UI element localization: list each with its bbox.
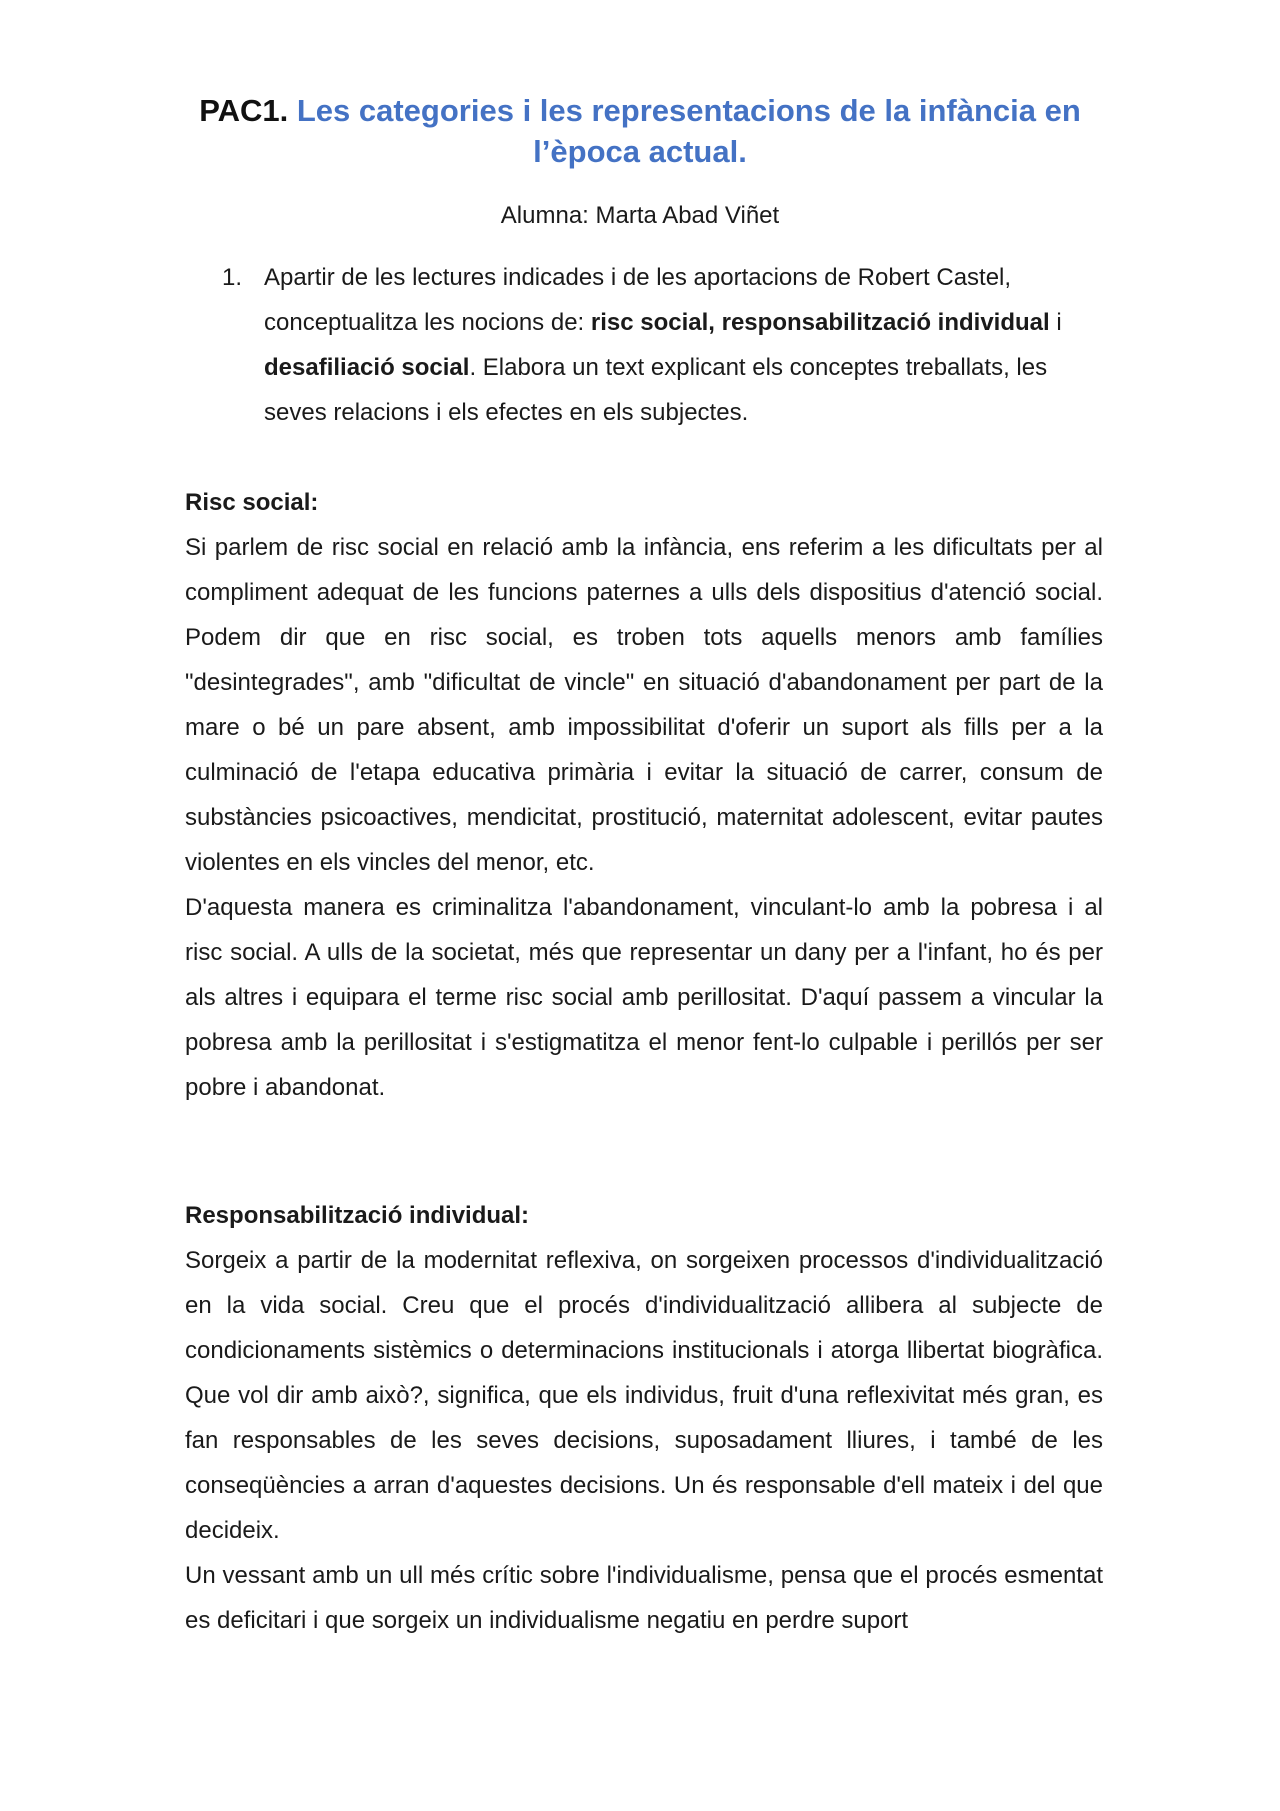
question-text-part-2: i [1049, 309, 1062, 336]
paragraph-risc-social-1: Si parlem de risc social en relació amb la infància, ens referim a les dificultats per al compliment adequat de les funcions paternes a ulls dels dispositius d'atenció social. Podem dir que en risc social, es troben tots aquells menors amb famílies "desintegrades", amb "dificultat de vincle" en situació d'abandonament per part de la mare o bé un pare absent, amb impossibilitat d'oferir un suport als fills per a la culminació de l'etapa educativa primària i evitar la situació de carrer, consum de substàncies psicoactives, mendicitat, prostitució, maternitat adolescent, evitar pautes violentes en els vincles del menor, etc. [185, 534, 1103, 876]
paragraph-risc-social-2: D'aquesta manera es criminalitza l'abandonament, vinculant-lo amb la pobresa i al risc social. A ulls de la societat, més que representar un dany per a l'infant, ho és per als altres i equipara el terme risc social amb perillositat. D'aquí passem a vincular la pobresa amb la perillositat i s'estigmatitza el menor fent-lo culpable i perillós per ser pobre i abandonat. [185, 894, 1103, 1101]
question-text [264, 255, 1102, 435]
question-text-part-3: . Elabora un text explicant els conceptes treballats, les seves relacions i els efectes en els subjectes. [264, 354, 1048, 426]
question-bold-concepts: risc social, responsabilització individual [590, 309, 1050, 336]
question-number: 1. [222, 264, 243, 291]
section-responsabilitzacio [185, 1193, 1103, 1643]
document-title [180, 90, 1100, 172]
question-text-part-1: Apartir de les lectures indicades i de les aportacions de Robert Castel, conceptualitza les nocions de: [264, 264, 1012, 336]
section-heading-responsabilitzacio: Responsabilització individual: [185, 1202, 530, 1229]
title-main: Les categories i les representacions de la infància en l’època actual. [296, 93, 1081, 169]
paragraph-responsabilitzacio-1: Sorgeix a partir de la modernitat reflexiva, on sorgeixen processos d'individualització en la vida social. Creu que el procés d'individualització allibera al subjecte de condicionaments sistèmics o determinacions institucionals i atorga llibertat biogràfica. Que vol dir amb això?, significa, que els individus, fruit d'una reflexivitat més gran, es fan responsables de les seves decisions, suposadament lliures, i també de les conseqüències a arran d'aquestes decisions. Un és responsable d'ell mateix i del que decideix. [185, 1247, 1103, 1544]
title-prefix: PAC1. [199, 93, 289, 128]
paragraph-responsabilitzacio-2: Un vessant amb un ull més crític sobre l'individualisme, pensa que el procés esmentat es deficitari i que sorgeix un individualisme negatiu en perdre suport [185, 1562, 1103, 1634]
section-risc-social [185, 480, 1103, 1110]
section-heading-risc-social: Risc social: [185, 489, 319, 516]
question-bold-desafiliacio: desafiliació social [264, 354, 470, 381]
question-item [222, 255, 1102, 435]
author-line: Alumna: Marta Abad Viñet [500, 202, 780, 229]
